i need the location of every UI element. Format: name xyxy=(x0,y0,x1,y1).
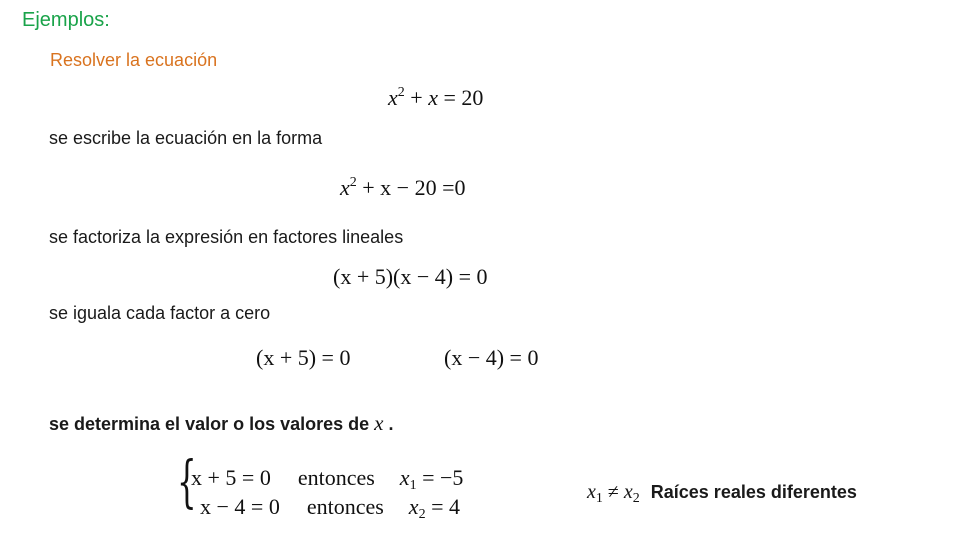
solution-2-equation: x − 4 = 0 xyxy=(200,494,280,519)
conclusion xyxy=(587,481,857,504)
roots-relation: ≠ xyxy=(607,481,619,503)
system-brace: { xyxy=(177,450,197,515)
step-determine: se determina el valor o los valores de x . xyxy=(49,411,394,435)
solution-1-word: entonces xyxy=(297,465,375,490)
standard-form-equation: $x^2 + x - 20 =0$ xyxy=(340,175,466,200)
step-factor: se factoriza la expresión en factores lineales xyxy=(49,227,404,247)
solution-2-word: entonces xyxy=(306,494,384,519)
variable-x: x xyxy=(374,411,384,435)
conclusion-text: Raíces reales diferentes xyxy=(650,482,857,502)
original-equation: $x^2 + x = 20$ xyxy=(388,85,484,110)
factored-equation: (x + 5)(x − 4) = 0 xyxy=(333,264,488,289)
solution-1-result: = −5 xyxy=(422,465,464,490)
standard-form-rest: + x − 20 =0 xyxy=(362,175,466,200)
step-determine-text: se determina el valor o los valores de xyxy=(49,414,370,434)
roots-inequality: $x_1 \ne x_2$ xyxy=(587,481,640,506)
solution-1-equation: x + 5 = 0 xyxy=(191,465,271,490)
solution-2-result: = 4 xyxy=(431,494,460,519)
problem-statement: Resolver la ecuación xyxy=(50,50,218,70)
solution-row-1: x + 5 = 0 entonces $x_1 = -5$ xyxy=(191,465,464,493)
step-equal-zero: se iguala cada factor a cero xyxy=(49,303,271,323)
solution-row-2: x − 4 = 0 entonces $x_2 = 4$ xyxy=(200,494,460,522)
step-rewrite: se escribe la ecuación en la forma xyxy=(49,128,323,148)
page-heading: Ejemplos: xyxy=(22,9,110,31)
factor-b-equation: (x − 4) = 0 xyxy=(444,345,539,370)
original-equation-rhs: = 20 xyxy=(443,85,484,110)
factor-a-equation: (x + 5) = 0 xyxy=(256,345,351,370)
